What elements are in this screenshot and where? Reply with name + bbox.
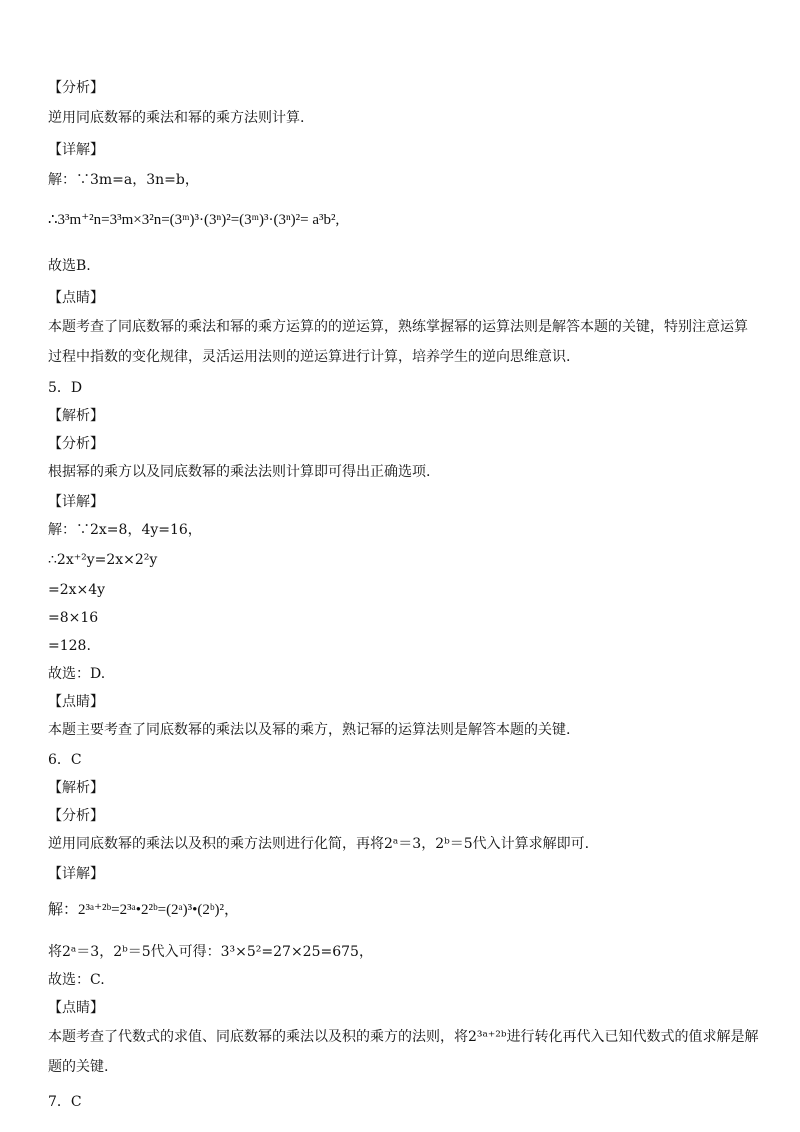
section-heading-comment: 【点睛】	[48, 1000, 104, 1016]
question-answer: 6．C	[48, 752, 82, 768]
section-heading-analysis: 【分析】	[48, 808, 104, 824]
section-heading-detail: 【详解】	[48, 866, 104, 882]
comment-paragraph: 本题考查了代数式的求值、同底数幂的乘法以及积的乘方的法则，将2³ᵃ⁺²ᵇ进行转化再代入已知代数式的值求解是解题的关键.	[48, 1029, 759, 1075]
solution-line: =8×16	[48, 610, 99, 626]
comment-paragraph: 本题考查了同底数幂的乘法和幂的乘方运算的的逆运算，熟练掌握幂的运算法则是解答本题的关键，特别注意运算过程中指数的变化规律，灵活运用法则的逆运算进行计算，培养学生的逆向思维意识.	[48, 319, 748, 365]
analysis-text: 根据幂的乘方以及同底数幂的乘法法则计算即可得出正确选项.	[48, 464, 431, 480]
section-heading-comment: 【点睛】	[48, 290, 104, 306]
analysis-text: 逆用同底数幂的乘法和幂的乘方法则计算.	[48, 110, 305, 126]
solution-formula: 解：2³ᵃ⁺²ᵇ=2³ᵃ•2²ᵇ=(2ᵃ)³•(2ᵇ)²，	[48, 902, 240, 918]
solution-line: =2x×4y	[48, 582, 106, 598]
comment-paragraph: 本题主要考查了同底数幂的乘法以及幂的乘方，熟记幂的运算法则是解答本题的关键.	[48, 722, 571, 738]
solution-line: =128.	[48, 638, 91, 654]
solution-line: 将2ᵃ＝3，2ᵇ＝5代入可得：3³×5²=27×25=675，	[48, 944, 373, 960]
analysis-text: 逆用同底数幂的乘法以及积的乘方法则进行化简，再将2ᵃ＝3，2ᵇ＝5代入计算求解即可.	[48, 836, 590, 852]
section-heading-comment: 【点睛】	[48, 694, 104, 710]
section-heading-parse: 【解析】	[48, 408, 104, 424]
choice-line: 故选：D.	[48, 666, 106, 682]
choice-line: 故选B.	[48, 258, 91, 274]
section-heading-parse: 【解析】	[48, 780, 104, 796]
question-answer: 7．C	[48, 1094, 82, 1110]
choice-line: 故选：C.	[48, 972, 105, 988]
section-heading-analysis: 【分析】	[48, 80, 104, 96]
section-heading-analysis: 【分析】	[48, 436, 104, 452]
solution-line: 解：∵2x=8，4y=16，	[48, 522, 202, 538]
section-heading-detail: 【详解】	[48, 494, 104, 510]
solution-line: 解：∵3m=a，3n=b，	[48, 172, 199, 188]
solution-line: ∴2x⁺²y=2x×2²y	[48, 552, 158, 568]
section-heading-detail: 【详解】	[48, 142, 104, 158]
question-answer: 5．D	[48, 380, 83, 396]
solution-formula: ∴3³m⁺²n=3³m×3²n=(3ᵐ)³·(3ⁿ)²=(3ᵐ)³·(3ⁿ)²= a³b²,	[48, 212, 340, 228]
